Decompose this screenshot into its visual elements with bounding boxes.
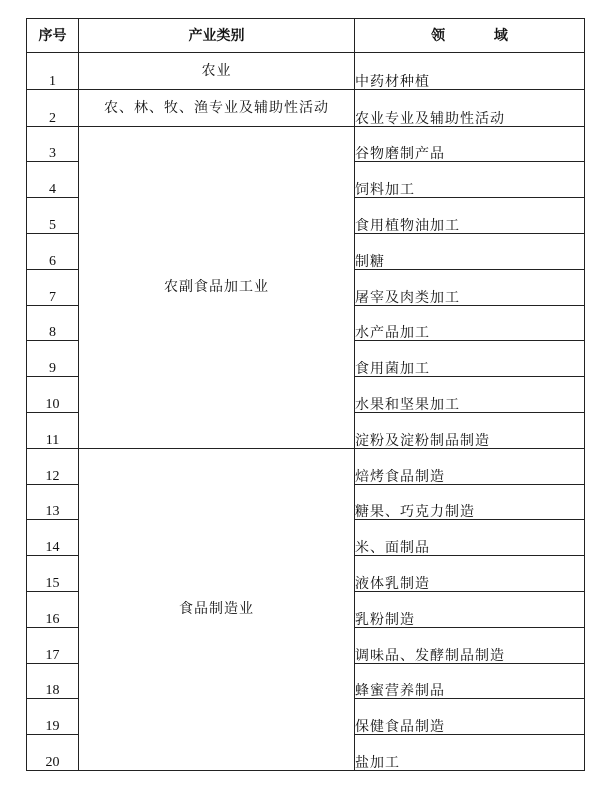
industry-category: 农副食品加工业 [79, 126, 355, 448]
table-row [27, 53, 585, 90]
header-index: 序号 [27, 19, 79, 53]
field-domain: 食用植物油加工 [355, 198, 585, 234]
row-index: 16 [27, 591, 79, 627]
row-index: 15 [27, 556, 79, 592]
field-domain: 调味品、发酵制品制造 [355, 627, 585, 663]
row-index: 19 [27, 699, 79, 735]
field-domain: 水产品加工 [355, 305, 585, 341]
field-domain: 乳粉制造 [355, 591, 585, 627]
row-index: 2 [27, 89, 79, 126]
row-index: 8 [27, 305, 79, 341]
industry-category: 农业 [79, 53, 355, 90]
industry-category: 食品制造业 [79, 448, 355, 770]
row-index: 1 [27, 53, 79, 90]
header-category: 产业类别 [79, 19, 355, 53]
table-header-row [27, 19, 585, 53]
row-index: 3 [27, 126, 79, 162]
field-domain: 水果和坚果加工 [355, 377, 585, 413]
field-domain: 焙烤食品制造 [355, 448, 585, 484]
field-domain: 屠宰及肉类加工 [355, 269, 585, 305]
row-index: 17 [27, 627, 79, 663]
row-index: 14 [27, 520, 79, 556]
field-domain: 农业专业及辅助性活动 [355, 89, 585, 126]
field-domain: 谷物磨制产品 [355, 126, 585, 162]
row-index: 9 [27, 341, 79, 377]
row-index: 13 [27, 484, 79, 520]
row-index: 5 [27, 198, 79, 234]
header-domain: 领 域 [355, 19, 585, 53]
table-row [27, 126, 585, 162]
field-domain: 液体乳制造 [355, 556, 585, 592]
field-domain: 食用菌加工 [355, 341, 585, 377]
row-index: 7 [27, 269, 79, 305]
field-domain: 制糖 [355, 233, 585, 269]
row-index: 18 [27, 663, 79, 699]
field-domain: 保健食品制造 [355, 699, 585, 735]
field-domain: 淀粉及淀粉制品制造 [355, 412, 585, 448]
industry-category: 农、林、牧、渔专业及辅助性活动 [79, 89, 355, 126]
field-domain: 饲料加工 [355, 162, 585, 198]
row-index: 20 [27, 735, 79, 771]
field-domain: 盐加工 [355, 735, 585, 771]
field-domain: 蜂蜜营养制品 [355, 663, 585, 699]
table-row [27, 89, 585, 126]
industry-category-table [26, 18, 585, 771]
row-index: 12 [27, 448, 79, 484]
row-index: 10 [27, 377, 79, 413]
field-domain: 米、面制品 [355, 520, 585, 556]
row-index: 6 [27, 233, 79, 269]
field-domain: 糖果、巧克力制造 [355, 484, 585, 520]
table-body [27, 53, 585, 771]
field-domain: 中药材种植 [355, 53, 585, 90]
row-index: 11 [27, 412, 79, 448]
row-index: 4 [27, 162, 79, 198]
table-row [27, 448, 585, 484]
